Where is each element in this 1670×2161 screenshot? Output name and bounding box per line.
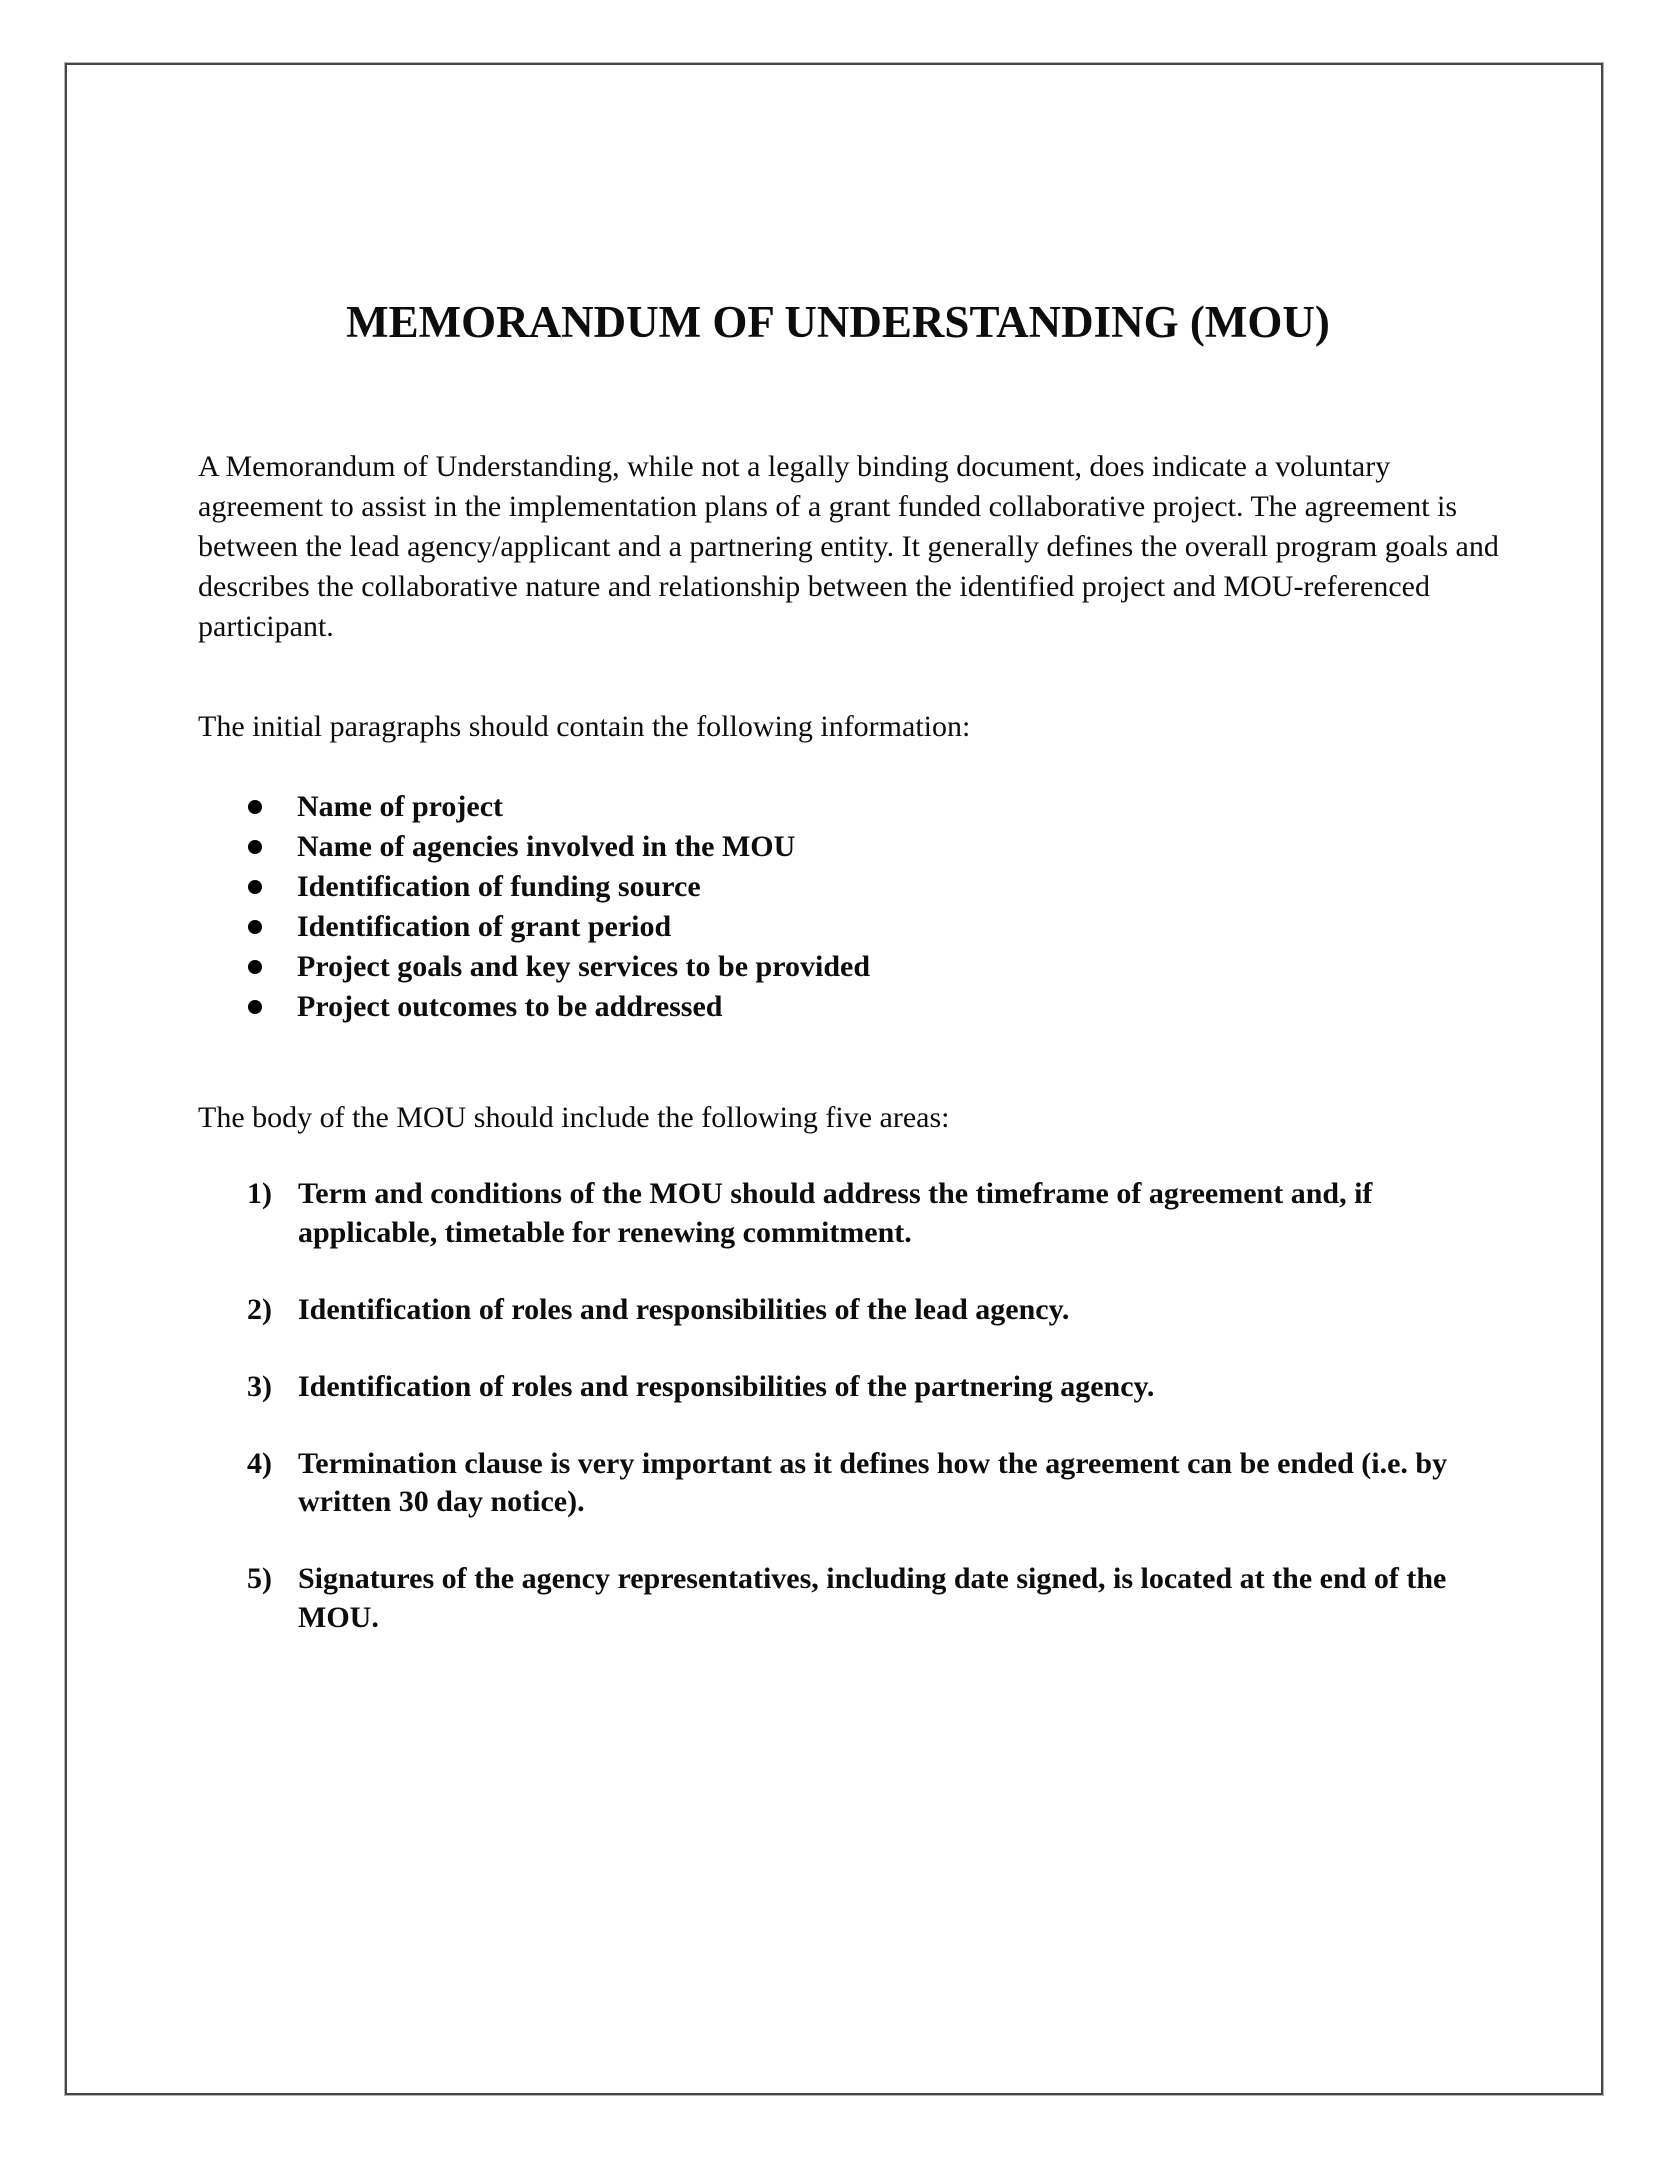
numbered-item bbox=[198, 1368, 1508, 1407]
bullet-item-text: Name of project bbox=[297, 790, 504, 823]
bullet-list-item bbox=[198, 867, 1508, 907]
item-number: 5) bbox=[247, 1562, 272, 1595]
bullet-item-text: Identification of funding source bbox=[297, 870, 701, 903]
bullet-icon bbox=[248, 920, 262, 934]
bullet-item-text: Identification of grant period bbox=[297, 910, 672, 943]
initial-info-heading: The initial paragraphs should contain the following information: bbox=[198, 710, 971, 743]
item-text: Term and conditions of the MOU should address the timeframe of agreement and, if applicable, timetable for renewing commitment. bbox=[298, 1177, 1373, 1249]
numbered-item bbox=[198, 1560, 1508, 1637]
bullet-list-item bbox=[198, 787, 1508, 827]
item-number: 3) bbox=[247, 1369, 272, 1403]
bullet-icon bbox=[248, 880, 262, 894]
document-title: MEMORANDUM OF UNDERSTANDING (MOU) bbox=[346, 297, 1330, 347]
numbered-item bbox=[198, 1175, 1508, 1252]
bullet-icon bbox=[248, 960, 262, 974]
bullet-icon bbox=[248, 840, 262, 854]
item-text: Identification of roles and responsibilities of the lead agency. bbox=[298, 1292, 1070, 1326]
item-number: 2) bbox=[247, 1292, 272, 1326]
item-text: Identification of roles and responsibilities of the partnering agency. bbox=[298, 1369, 1155, 1403]
bullet-item-text: Name of agencies involved in the MOU bbox=[297, 830, 796, 863]
item-text: Signatures of the agency representatives, including date signed, is located at the end of the MOU. bbox=[298, 1562, 1447, 1634]
initial-info-list bbox=[198, 787, 1508, 1027]
item-number: 1) bbox=[247, 1177, 272, 1210]
page-content bbox=[198, 0, 1508, 1637]
item-text: Termination clause is very important as it defines how the agreement can be ended (i.e. by written 30 day notice). bbox=[298, 1446, 1448, 1518]
bullet-list-item bbox=[198, 827, 1508, 867]
bullet-icon bbox=[248, 1000, 262, 1014]
bullet-list-item bbox=[198, 907, 1508, 947]
body-areas-heading: The body of the MOU should include the following five areas: bbox=[198, 1101, 950, 1134]
bullet-list-item bbox=[198, 987, 1508, 1027]
bullet-item-text: Project outcomes to be addressed bbox=[297, 990, 723, 1023]
intro-paragraph: A Memorandum of Understanding, while not a legally binding document, does indicate a voluntary agreement to assist in the implementation plans of a grant funded collaborative project. The agreement is between the lead agency/applicant and a partnering entity. It generally defines the overall program goals and describes the collaborative nature and relationship between the identified project and MOU-referenced participant. bbox=[198, 450, 1499, 643]
numbered-item bbox=[198, 1445, 1508, 1522]
bullet-item-text: Project goals and key services to be provided bbox=[297, 950, 871, 983]
item-number: 4) bbox=[247, 1446, 272, 1480]
numbered-item bbox=[198, 1291, 1508, 1330]
body-areas-list bbox=[198, 1175, 1508, 1637]
bullet-list-item bbox=[198, 947, 1508, 987]
bullet-icon bbox=[248, 800, 262, 814]
